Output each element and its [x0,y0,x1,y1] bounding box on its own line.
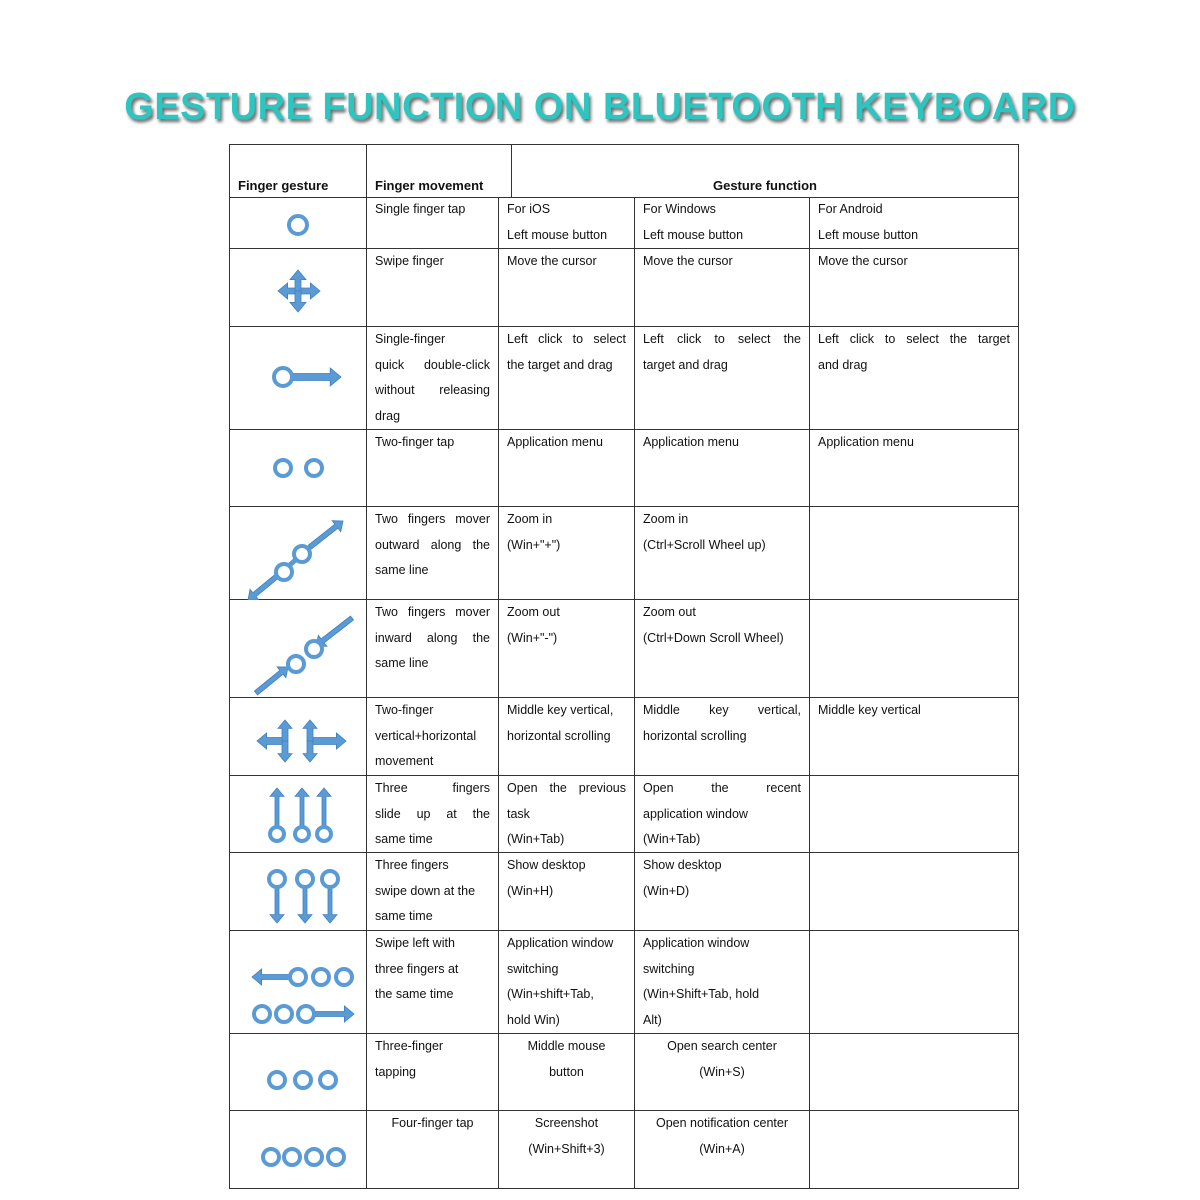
cell-text-line: same time [375,832,433,846]
cell-text-line: Zoom in [643,512,689,526]
cell-text-line: Left mouse button [818,227,919,242]
cell-text-line: (Win+Tab) [507,832,565,846]
ios-function-cell [499,507,635,600]
windows-function-cell [635,327,810,430]
cell-text-line: Two-finger [375,703,434,717]
gesture-icon-cell [230,327,367,430]
cell-text-line: Left mouse button [507,227,608,242]
android-function-cell [810,197,1019,249]
cell-text-line: drag [375,408,401,423]
windows-function-cell [635,197,810,249]
cell-text-line: slide up at the [375,806,490,821]
finger-movement-cell [367,776,499,853]
cell-text-line: Move the cursor [507,254,597,268]
cell-text-line: (Win+D) [643,883,690,898]
cell-text-line: task [507,806,530,821]
gesture-icon-cell [230,776,367,853]
gesture-icon-cell [230,1111,367,1189]
cell-text-line: Two-finger tap [375,435,455,449]
two-finger-tap-icon [230,430,366,507]
cell-text-line: Two fingers mover [375,605,490,619]
ios-function-cell [499,197,635,249]
page-title: GESTURE FUNCTION ON BLUETOOTH KEYBOARD [124,86,1076,128]
header-gesture-function: Gesture function [512,145,1019,198]
cell-text-line: Show desktop [643,858,722,872]
ios-function-cell [499,327,635,430]
cell-text-line: switching [507,961,559,976]
windows-function-cell [635,249,810,327]
cell-text-line: Three fingers [375,781,490,795]
gesture-icon-cell [230,197,367,249]
cell-text-line: Show desktop [507,858,586,872]
gesture-icon-cell [230,698,367,776]
finger-movement-cell [367,698,499,776]
cell-text-line: For Windows [643,202,716,216]
cell-text-line: same line [375,656,429,670]
cell-text-line: three fingers at [375,961,459,976]
header-finger-gesture: Finger gesture [230,145,367,198]
gesture-icon-cell [230,507,367,600]
cell-text-line: (Win+Shift+Tab, hold [643,987,760,1001]
cell-text-line: Left click to select [507,332,626,346]
cell-text-line: quick double-click [375,357,490,372]
three-finger-swipe-icon [230,931,366,1034]
cell-text-line: Swipe left with [375,936,455,950]
windows-function-cell [635,776,810,853]
android-function-cell [810,327,1019,430]
cell-text-line: hold Win) [507,1012,560,1027]
cell-text-line: Middle key vertical [818,703,921,717]
cell-text-line: (Win+S) [699,1064,745,1079]
cell-text-line: Zoom out [507,605,560,619]
four-way-arrow-icon [230,249,366,327]
cell-text-line: Alt) [643,1012,662,1027]
cell-text-line: Swipe finger [375,254,444,268]
android-function-cell [810,853,1019,931]
cell-text-line: Move the cursor [818,254,908,268]
finger-movement-cell [367,600,499,698]
cell-text-line: Middle key vertical, [507,703,614,717]
cell-text-line: Middle mouse [527,1039,606,1053]
windows-function-cell [635,698,810,776]
windows-function-cell [635,1111,810,1189]
cell-text-line: Left mouse button [643,227,744,242]
cell-text-line: vertical+horizontal [375,728,477,743]
cell-text-line: Zoom in [507,512,553,526]
cell-text-line: switching [643,961,695,976]
cell-text-line: without releasing [375,383,490,397]
three-finger-tap-icon [230,1034,366,1111]
ios-function-cell [499,1034,635,1111]
gesture-icon-cell [230,249,367,327]
cell-text-line: outward along the [375,537,490,552]
ios-function-cell [499,600,635,698]
cell-text-line: swipe down at the [375,883,476,898]
cell-text-line: button [549,1064,584,1079]
cell-text-line: Four-finger tap [391,1116,474,1130]
cell-text-line: movement [375,754,434,768]
cell-text-line: Application menu [818,435,914,449]
zoom-out-gesture-icon [230,600,366,698]
cell-text-line: Left click to select the [643,332,801,346]
android-function-cell [810,600,1019,698]
gesture-icon-cell [230,430,367,507]
cell-text-line: Single-finger [375,332,446,346]
cell-text-line: Two fingers mover [375,512,490,526]
cell-text-line: (Win+shift+Tab, [507,987,594,1001]
finger-movement-cell [367,507,499,600]
cell-text-line: the target and drag [507,357,613,372]
cell-text-line: For iOS [507,202,551,216]
finger-movement-cell [367,931,499,1034]
ios-function-cell [499,698,635,776]
cell-text-line: Application window [507,936,614,950]
windows-function-cell [635,853,810,931]
android-function-cell [810,507,1019,600]
cell-text-line: Move the cursor [643,254,733,268]
ios-function-cell [499,1111,635,1189]
ios-function-cell [499,430,635,507]
finger-movement-cell [367,1111,499,1189]
cell-text-line: (Win+A) [699,1141,745,1156]
windows-function-cell [635,600,810,698]
cell-text-line: Left click to select the target [818,332,1010,346]
finger-movement-cell [367,430,499,507]
cell-text-line: same time [375,909,433,923]
double-click-drag-icon [230,327,366,430]
cell-text-line: Application menu [507,435,603,449]
cell-text-line: target and drag [643,357,728,372]
cell-text-line: application window [643,806,748,821]
windows-function-cell [635,507,810,600]
cell-text-line: Three fingers [375,858,449,872]
ios-function-cell [499,931,635,1034]
finger-movement-cell [367,853,499,931]
cell-text-line: (Ctrl+Scroll Wheel up) [643,537,766,552]
cell-text-line: the same time [375,987,454,1001]
android-function-cell [810,249,1019,327]
cell-text-line: For Android [818,202,883,216]
cell-text-line: Application window [643,936,750,950]
zoom-in-gesture-icon [230,507,366,600]
cell-text-line: Open the previous [507,781,626,795]
finger-movement-cell [367,249,499,327]
header-finger-movement: Finger movement [367,145,512,198]
android-function-cell [810,1034,1019,1111]
cell-text-line: (Win+"-") [507,630,558,645]
gesture-icon-cell [230,600,367,698]
three-finger-up-icon [230,776,366,853]
cell-text-line: horizontal scrolling [643,728,747,743]
finger-movement-cell [367,197,499,249]
cell-text-line: (Win+Tab) [643,832,701,846]
cell-text-line: horizontal scrolling [507,728,611,743]
cell-text-line: tapping [375,1064,417,1079]
cell-text-line: Application menu [643,435,739,449]
cell-text-line: (Win+Shift+3) [528,1141,605,1156]
cell-text-line: Open search center [667,1039,777,1053]
cell-text-line: (Win+H) [507,883,554,898]
cell-text-line: same line [375,563,429,577]
android-function-cell [810,1111,1019,1189]
single-tap-icon [230,197,366,249]
finger-movement-cell [367,327,499,430]
cell-text-line: and drag [818,357,868,372]
finger-movement-cell [367,1034,499,1111]
ios-function-cell [499,249,635,327]
android-function-cell [810,430,1019,507]
cell-text-line: Middle key vertical, [643,703,801,717]
gesture-icon-cell [230,1034,367,1111]
gesture-icon-cell [230,853,367,931]
ios-function-cell [499,776,635,853]
android-function-cell [810,931,1019,1034]
android-function-cell [810,776,1019,853]
cell-text-line: (Ctrl+Down Scroll Wheel) [643,630,784,645]
ios-function-cell [499,853,635,931]
four-finger-tap-icon [230,1111,366,1189]
windows-function-cell [635,931,810,1034]
windows-function-cell [635,1034,810,1111]
cell-text-line: Open the recent [643,781,801,795]
cell-text-line: Zoom out [643,605,696,619]
cell-text-line: (Win+"+") [507,537,561,552]
android-function-cell [810,698,1019,776]
gesture-table [230,145,1019,1189]
cell-text-line: inward along the [375,630,490,645]
cell-text-line: Single finger tap [375,202,466,216]
three-finger-down-icon [230,853,366,931]
two-finger-scroll-icon [230,698,366,776]
cell-text-line: Three-finger [375,1039,444,1053]
windows-function-cell [635,430,810,507]
gesture-icon-cell [230,931,367,1034]
cell-text-line: Screenshot [534,1116,599,1130]
cell-text-line: Open notification center [655,1116,789,1130]
